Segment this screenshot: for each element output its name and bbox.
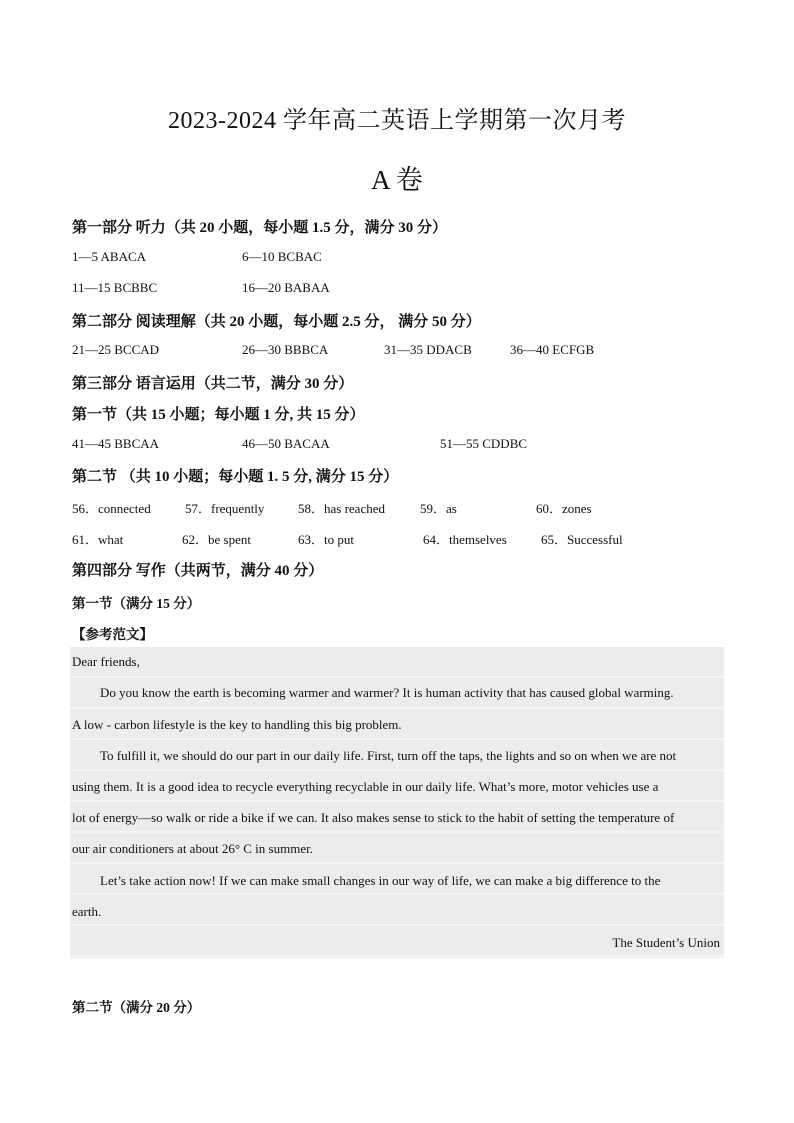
essay-line: earth. (72, 904, 102, 919)
answer-item: 65．Successful (541, 532, 623, 547)
page-title: 2023-2024 学年高二英语上学期第一次月考 (168, 108, 626, 134)
answer-group: 6—10 BCBAC (242, 249, 322, 264)
answer-group: 11—15 BCBBC (72, 280, 158, 295)
essay-line: lot of energy—so walk or ride a bike if we can. It also makes sense to stick to the habit of setting the temperature of (72, 810, 675, 825)
answer-item: 60．zones (536, 501, 592, 516)
part3-heading: 第三部分 语言运用（共二节，满分 30 分） (72, 376, 354, 392)
essay-line: To fulfill it, we should do our part in our daily life. First, turn off the taps, the lights and so on when we are not (100, 748, 677, 763)
answer-item: 63．to put (298, 532, 354, 547)
answer-item: 57．frequently (185, 501, 265, 516)
answer-item: 58．has reached (298, 501, 385, 516)
part1-heading: 第一部分 听力（共 20 小题，每小题 1.5 分，满分 30 分） (72, 220, 448, 236)
answer-item: 56．connected (72, 501, 151, 516)
sample-essay-box (70, 647, 724, 958)
essay-signature: The Student’s Union (612, 935, 720, 950)
paper-version-label: A 卷 (371, 165, 423, 195)
answer-group: 1—5 ABACA (72, 249, 147, 264)
answer-group: 16—20 BABAA (242, 280, 330, 295)
answer-group: 31—35 DDACB (384, 342, 472, 357)
part4-heading: 第四部分 写作（共两节，满分 40 分） (72, 563, 324, 579)
part2-heading: 第二部分 阅读理解（共 20 小题，每小题 2.5 分， 满分 50 分） (72, 314, 481, 330)
part3-section2-heading: 第二节 （共 10 小题；每小题 1. 5 分, 满分 15 分） (72, 469, 399, 485)
answer-group: 26—30 BBBCA (242, 342, 329, 357)
essay-line: Let’s take action now! If we can make small changes in our way of life, we can make a big difference to the (100, 873, 661, 888)
essay-line: using them. It is a good idea to recycle everything recyclable in our daily life. What’s more, motor vehicles use a (72, 779, 659, 794)
essay-line: Do you know the earth is becoming warmer and warmer? It is human activity that has caused global warming. (100, 685, 674, 700)
answer-item: 61．what (72, 532, 124, 547)
answer-group: 51—55 CDDBC (440, 436, 528, 451)
answer-group: 46—50 BACAA (242, 436, 330, 451)
part3-section1-heading: 第一节（共 15 小题；每小题 1 分, 共 15 分） (72, 407, 365, 423)
essay-line: Dear friends, (72, 654, 140, 669)
part4-section1-heading: 第一节（满分 15 分） (72, 596, 201, 611)
essay-line: A low - carbon lifestyle is the key to handling this big problem. (72, 717, 402, 732)
answer-item: 62．be spent (182, 532, 251, 547)
answer-group: 41—45 BBCAA (72, 436, 160, 451)
answer-item: 64．themselves (423, 532, 507, 547)
answer-item: 59．as (420, 501, 457, 516)
sample-essay-label: 【参考范文】 (72, 627, 153, 642)
answer-group: 36—40 ECFGB (510, 342, 595, 357)
answer-group: 21—25 BCCAD (72, 342, 160, 357)
essay-line: our air conditioners at about 26° C in summer. (72, 841, 313, 856)
part4-section2-heading: 第二节（满分 20 分） (72, 1000, 201, 1015)
